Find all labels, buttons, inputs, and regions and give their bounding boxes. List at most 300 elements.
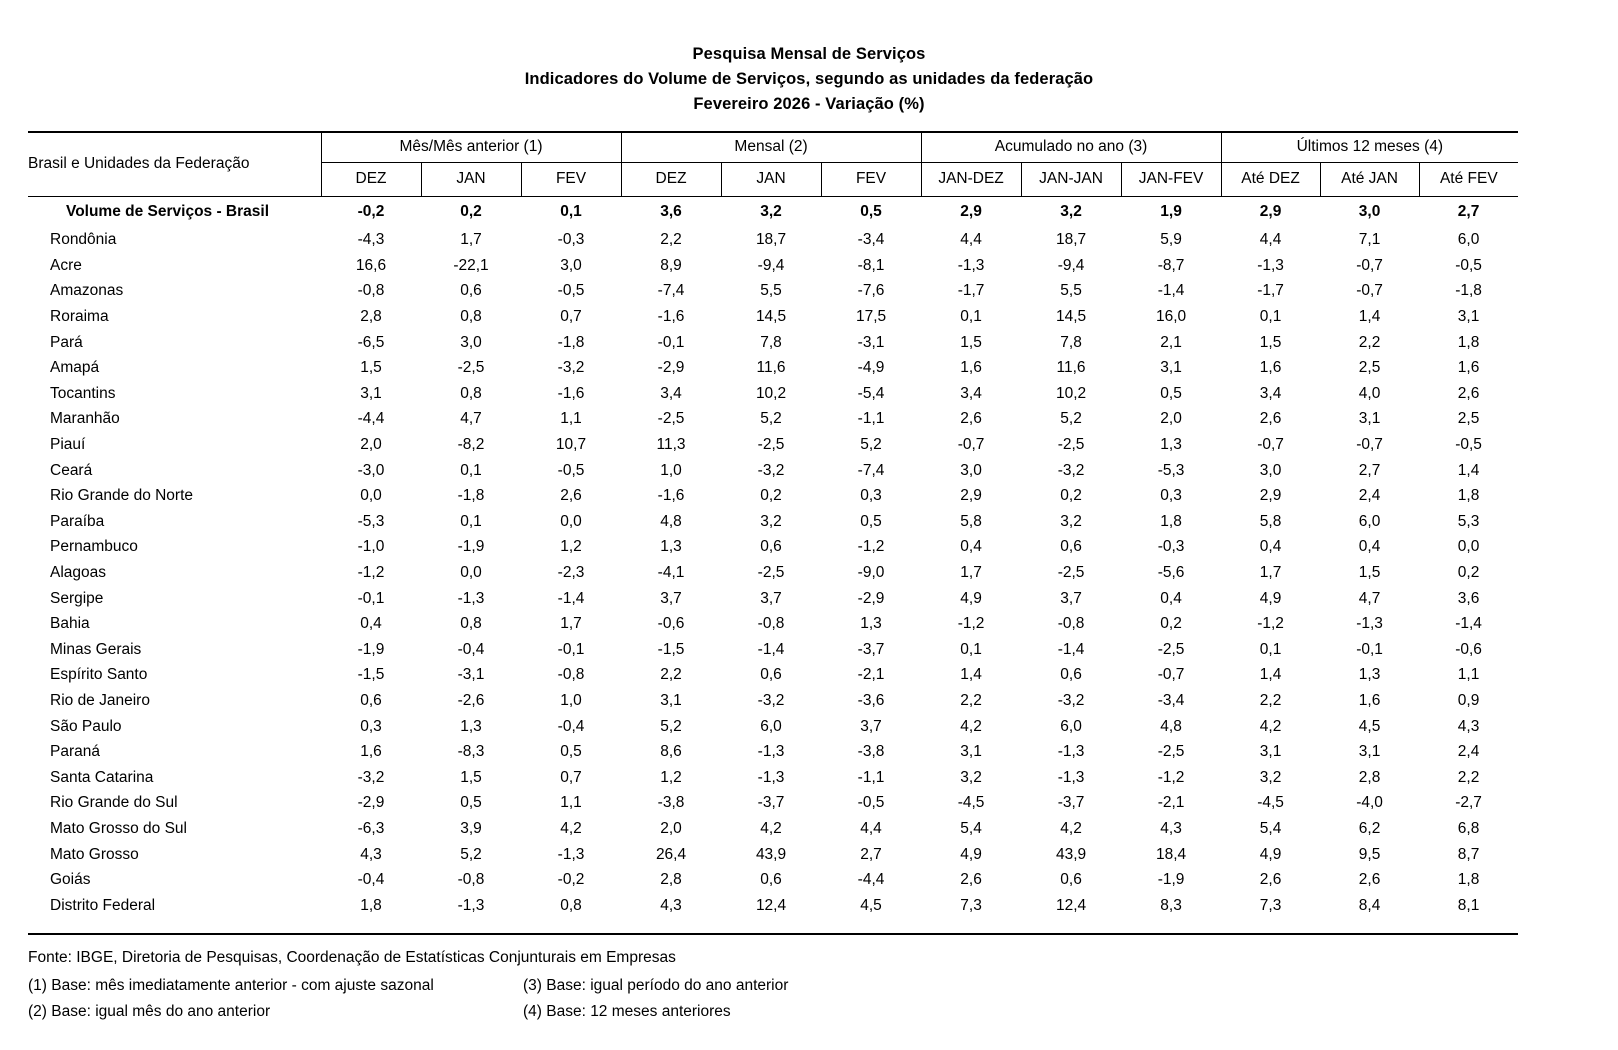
row-value: 5,2 bbox=[760, 410, 782, 428]
row-value: -1,8 bbox=[557, 333, 585, 351]
row-value: 0,1 bbox=[960, 640, 982, 658]
header-sub-mensal-jan: JAN bbox=[721, 162, 821, 196]
row-value: 0,2 bbox=[1160, 615, 1182, 633]
footnote-row-1 bbox=[28, 973, 1590, 999]
row-value: -0,7 bbox=[957, 436, 985, 454]
row-label: Maranhão bbox=[50, 410, 120, 428]
row-value: 2,7 bbox=[1358, 461, 1381, 479]
footnote-source-line bbox=[28, 945, 1590, 973]
row-value: 1,5 bbox=[960, 333, 982, 351]
table-row bbox=[28, 228, 1518, 254]
row-value: 2,7 bbox=[860, 845, 882, 863]
row-value: 1,6 bbox=[1358, 691, 1381, 709]
row-value: 18,7 bbox=[755, 231, 787, 249]
row-value: 4,2 bbox=[960, 717, 982, 735]
row-value: 12,4 bbox=[755, 896, 787, 914]
row-value: 0,4 bbox=[1259, 538, 1282, 556]
row-value: 0,2 bbox=[460, 203, 482, 220]
row-value: -1,3 bbox=[457, 589, 485, 607]
row-value: 2,9 bbox=[1259, 487, 1282, 505]
row-value: -1,5 bbox=[357, 666, 385, 684]
row-value: -3,4 bbox=[857, 231, 885, 249]
row-label: Volume de Serviços - Brasil bbox=[66, 203, 270, 220]
row-value: 1,3 bbox=[1160, 436, 1182, 454]
row-value: -1,3 bbox=[1057, 768, 1085, 786]
table-row-total bbox=[28, 196, 1518, 228]
row-value: 3,1 bbox=[1160, 359, 1182, 377]
row-value: 7,3 bbox=[960, 896, 982, 914]
table-row bbox=[28, 739, 1518, 765]
row-value: -3,4 bbox=[1157, 691, 1185, 709]
row-value: 5,5 bbox=[760, 282, 782, 300]
row-value: 3,7 bbox=[860, 717, 882, 735]
row-value: 0,8 bbox=[560, 896, 582, 914]
header-group-mensal: Mensal (2) bbox=[621, 132, 921, 162]
header-sub-acum-jan-dez: JAN-DEZ bbox=[921, 162, 1021, 196]
row-value: -0,8 bbox=[557, 666, 585, 684]
row-value: -0,1 bbox=[657, 333, 685, 351]
row-value: -1,5 bbox=[657, 640, 685, 658]
row-value: -9,4 bbox=[757, 256, 785, 274]
row-value: 16,0 bbox=[1155, 308, 1187, 326]
row-value: -5,3 bbox=[1157, 461, 1185, 479]
table-head bbox=[28, 132, 1518, 196]
title-line-1: Pesquisa Mensal de Serviços bbox=[692, 45, 926, 63]
row-value: 5,5 bbox=[1060, 282, 1082, 300]
header-stub: Brasil e Unidades da Federação bbox=[28, 132, 321, 196]
row-value: -1,7 bbox=[1257, 282, 1284, 300]
row-value: -1,6 bbox=[657, 308, 685, 326]
row-label: Sergipe bbox=[50, 589, 104, 607]
row-value: 3,7 bbox=[1060, 589, 1082, 607]
row-value: 8,6 bbox=[660, 743, 682, 761]
row-value: 0,0 bbox=[560, 512, 582, 530]
row-value: 11,6 bbox=[756, 359, 786, 377]
row-value: 0,2 bbox=[1060, 487, 1082, 505]
row-value: 6,8 bbox=[1457, 819, 1480, 837]
row-value: 0,4 bbox=[1358, 538, 1381, 556]
header-sub-acum-jan-jan: JAN-JAN bbox=[1021, 162, 1121, 196]
table-row bbox=[28, 663, 1518, 689]
header-sub-mma-fev: FEV bbox=[521, 162, 621, 196]
row-value: 2,4 bbox=[1358, 487, 1381, 505]
table-row bbox=[28, 330, 1518, 356]
table-row bbox=[28, 765, 1518, 791]
row-value: 0,6 bbox=[1060, 871, 1082, 889]
row-value: 2,4 bbox=[1457, 743, 1480, 761]
row-value: -0,3 bbox=[557, 231, 585, 249]
title-line-3: Fevereiro 2026 - Variação (%) bbox=[693, 95, 925, 113]
row-value: -2,7 bbox=[1455, 794, 1482, 812]
row-value: -1,2 bbox=[1257, 615, 1284, 633]
row-value: 0,5 bbox=[560, 743, 582, 761]
row-value: 1,1 bbox=[1457, 666, 1480, 684]
row-value: 7,1 bbox=[1358, 231, 1381, 249]
row-value: -0,6 bbox=[657, 615, 685, 633]
row-label: Rio de Janeiro bbox=[50, 691, 150, 709]
row-value: 26,4 bbox=[655, 845, 687, 863]
row-value: 3,1 bbox=[360, 384, 382, 402]
row-value: 14,5 bbox=[1055, 308, 1087, 326]
row-value: 8,3 bbox=[1160, 896, 1182, 914]
row-value: 2,6 bbox=[560, 487, 582, 505]
row-value: 6,0 bbox=[1457, 231, 1480, 249]
row-label: Santa Catarina bbox=[50, 768, 154, 786]
row-value: 2,9 bbox=[960, 487, 982, 505]
row-value: 1,1 bbox=[560, 794, 582, 812]
row-value: 4,0 bbox=[1358, 384, 1381, 402]
row-value: 1,5 bbox=[460, 768, 482, 786]
header-sub-mma-jan: JAN bbox=[421, 162, 521, 196]
row-value: 5,4 bbox=[960, 819, 982, 837]
row-value: -0,5 bbox=[557, 282, 585, 300]
row-value: 0,1 bbox=[560, 203, 582, 220]
row-value: 2,2 bbox=[660, 666, 682, 684]
row-value: -2,5 bbox=[657, 410, 685, 428]
row-value: 4,9 bbox=[960, 845, 982, 863]
table-row bbox=[28, 611, 1518, 637]
row-value: -0,8 bbox=[457, 871, 485, 889]
row-value: 3,1 bbox=[660, 691, 682, 709]
row-label: Paraná bbox=[50, 743, 100, 761]
table-row bbox=[28, 791, 1518, 817]
row-value: -1,2 bbox=[357, 564, 385, 582]
row-value: -3,6 bbox=[857, 691, 885, 709]
row-value: 4,3 bbox=[360, 845, 382, 863]
row-value: -1,1 bbox=[857, 768, 885, 786]
table-row bbox=[28, 304, 1518, 330]
row-value: -1,7 bbox=[957, 282, 985, 300]
row-value: -1,6 bbox=[557, 384, 585, 402]
table-row bbox=[28, 355, 1518, 381]
row-value: 0,9 bbox=[1457, 691, 1480, 709]
footnote-3: (3) Base: igual período do ano anterior bbox=[523, 976, 789, 994]
row-value: -3,2 bbox=[757, 691, 785, 709]
row-value: 2,2 bbox=[1457, 768, 1480, 786]
row-value: 2,1 bbox=[1160, 333, 1182, 351]
row-label: Rondônia bbox=[50, 231, 117, 249]
row-value: -0,4 bbox=[457, 640, 485, 658]
row-value: -4,5 bbox=[957, 794, 985, 812]
row-value: 2,5 bbox=[1358, 359, 1381, 377]
row-value: 3,1 bbox=[1457, 308, 1480, 326]
row-value: 1,8 bbox=[1457, 333, 1480, 351]
row-value: 4,4 bbox=[860, 819, 882, 837]
row-value: 0,3 bbox=[860, 487, 882, 505]
row-value: -1,3 bbox=[557, 845, 585, 863]
table-row bbox=[28, 253, 1518, 279]
row-value: 1,4 bbox=[1457, 461, 1480, 479]
row-value: -2,1 bbox=[857, 666, 885, 684]
row-label: Amazonas bbox=[50, 282, 124, 300]
row-value: 1,3 bbox=[1358, 666, 1381, 684]
row-value: -4,9 bbox=[857, 359, 885, 377]
row-value: 1,8 bbox=[1160, 512, 1182, 530]
row-value: -2,5 bbox=[757, 564, 785, 582]
header-sub-u12-ate-jan: Até JAN bbox=[1320, 162, 1419, 196]
row-value: -1,3 bbox=[757, 743, 785, 761]
row-value: -4,5 bbox=[1257, 794, 1284, 812]
row-value: 10,2 bbox=[1055, 384, 1087, 402]
row-value: 0,0 bbox=[1457, 538, 1480, 556]
row-value: -3,8 bbox=[857, 743, 885, 761]
row-label: Mato Grosso do Sul bbox=[50, 819, 187, 837]
table-row bbox=[28, 381, 1518, 407]
table-row bbox=[28, 893, 1518, 921]
row-value: 1,7 bbox=[960, 564, 982, 582]
row-value: 0,1 bbox=[1259, 308, 1282, 326]
row-value: 2,7 bbox=[1457, 203, 1480, 220]
row-value: 1,6 bbox=[960, 359, 982, 377]
row-value: 18,7 bbox=[1055, 231, 1087, 249]
row-value: 2,8 bbox=[1358, 768, 1381, 786]
row-value: 1,7 bbox=[560, 615, 582, 633]
row-value: 4,7 bbox=[1358, 589, 1381, 607]
row-value: 5,2 bbox=[660, 717, 682, 735]
row-value: -2,5 bbox=[1157, 743, 1185, 761]
row-value: -5,3 bbox=[357, 512, 385, 530]
row-value: 3,1 bbox=[1358, 410, 1381, 428]
row-value: 0,5 bbox=[1160, 384, 1182, 402]
row-value: -0,3 bbox=[1157, 538, 1185, 556]
row-value: 11,6 bbox=[1056, 359, 1086, 377]
row-value: -7,6 bbox=[857, 282, 885, 300]
row-label: Distrito Federal bbox=[50, 896, 156, 914]
row-value: -1,0 bbox=[357, 538, 385, 556]
row-value: 0,7 bbox=[560, 768, 582, 786]
row-value: 1,4 bbox=[1358, 308, 1381, 326]
row-value: 1,5 bbox=[1358, 564, 1381, 582]
table-row bbox=[28, 407, 1518, 433]
row-value: 2,2 bbox=[1259, 691, 1282, 709]
row-value: 1,7 bbox=[460, 231, 482, 249]
row-value: 0,8 bbox=[460, 384, 482, 402]
row-value: 3,4 bbox=[660, 384, 682, 402]
row-value: -1,2 bbox=[957, 615, 985, 633]
table-row bbox=[28, 483, 1518, 509]
row-value: 4,2 bbox=[1259, 717, 1282, 735]
header-sub-mma-dez: DEZ bbox=[321, 162, 421, 196]
table-row bbox=[28, 637, 1518, 663]
header-group-row bbox=[28, 132, 1518, 162]
row-value: -1,3 bbox=[1057, 743, 1085, 761]
row-value: 3,2 bbox=[760, 203, 782, 220]
row-value: -2,9 bbox=[657, 359, 685, 377]
row-value: -1,4 bbox=[557, 589, 585, 607]
row-value: 4,5 bbox=[860, 896, 882, 914]
row-value: 4,4 bbox=[1259, 231, 1282, 249]
row-value: 2,8 bbox=[360, 308, 382, 326]
row-value: -3,7 bbox=[857, 640, 885, 658]
row-value: -0,8 bbox=[1057, 615, 1085, 633]
row-value: -0,5 bbox=[1455, 256, 1482, 274]
table-row bbox=[28, 688, 1518, 714]
row-value: 4,8 bbox=[1160, 717, 1182, 735]
row-value: -1,9 bbox=[457, 538, 485, 556]
row-value: -1,2 bbox=[857, 538, 885, 556]
row-value: 1,7 bbox=[1259, 564, 1282, 582]
row-value: 8,7 bbox=[1457, 845, 1480, 863]
row-value: -9,0 bbox=[857, 564, 885, 582]
row-value: -3,1 bbox=[457, 666, 485, 684]
row-value: -1,1 bbox=[857, 410, 885, 428]
row-value: -2,5 bbox=[457, 359, 485, 377]
title-line-2: Indicadores do Volume de Serviços, segundo as unidades da federação bbox=[524, 70, 1094, 88]
row-value: 4,5 bbox=[1358, 717, 1381, 735]
row-value: 1,2 bbox=[560, 538, 582, 556]
row-value: 0,1 bbox=[1259, 640, 1282, 658]
row-value: -1,4 bbox=[1455, 615, 1482, 633]
row-value: 43,9 bbox=[1055, 845, 1087, 863]
row-value: 10,2 bbox=[755, 384, 787, 402]
row-value: 16,6 bbox=[355, 256, 387, 274]
row-value: -2,1 bbox=[1157, 794, 1185, 812]
row-value: -5,4 bbox=[857, 384, 885, 402]
row-value: -0,8 bbox=[757, 615, 785, 633]
row-value: -0,5 bbox=[1455, 436, 1482, 454]
row-value: 1,6 bbox=[1259, 359, 1282, 377]
row-value: -0,7 bbox=[1356, 282, 1383, 300]
row-label: Pernambuco bbox=[50, 538, 138, 556]
header-sub-mensal-dez: DEZ bbox=[621, 162, 721, 196]
row-value: 2,6 bbox=[960, 871, 982, 889]
row-value: 0,6 bbox=[760, 871, 782, 889]
row-value: 4,8 bbox=[660, 512, 682, 530]
table-row bbox=[28, 714, 1518, 740]
row-value: -7,4 bbox=[657, 282, 685, 300]
table-row bbox=[28, 535, 1518, 561]
row-value: -3,2 bbox=[757, 461, 785, 479]
row-value: -3,7 bbox=[757, 794, 785, 812]
row-value: 0,8 bbox=[460, 615, 482, 633]
row-value: -4,4 bbox=[857, 871, 885, 889]
row-value: 4,3 bbox=[1160, 819, 1182, 837]
table-row bbox=[28, 432, 1518, 458]
row-value: -0,2 bbox=[557, 871, 585, 889]
header-sub-mensal-fev: FEV bbox=[821, 162, 921, 196]
table-container bbox=[28, 117, 1590, 921]
row-value: -2,5 bbox=[757, 436, 785, 454]
row-label: São Paulo bbox=[50, 717, 122, 735]
row-value: 1,4 bbox=[960, 666, 982, 684]
table-row bbox=[28, 842, 1518, 868]
row-value: 2,6 bbox=[960, 410, 982, 428]
row-value: 2,9 bbox=[1259, 203, 1282, 220]
row-value: -2,9 bbox=[857, 589, 885, 607]
header-group-mes-mes-anterior: Mês/Mês anterior (1) bbox=[321, 132, 621, 162]
row-value: -1,6 bbox=[657, 487, 685, 505]
row-value: -3,7 bbox=[1057, 794, 1085, 812]
row-value: 6,0 bbox=[760, 717, 782, 735]
row-value: 5,8 bbox=[1259, 512, 1282, 530]
row-value: -3,8 bbox=[657, 794, 685, 812]
table-row bbox=[28, 816, 1518, 842]
row-value: 3,2 bbox=[1060, 203, 1082, 220]
footnote-1: (1) Base: mês imediatamente anterior - com ajuste sazonal bbox=[28, 976, 434, 994]
row-value: 2,6 bbox=[1358, 871, 1381, 889]
row-value: -1,8 bbox=[1455, 282, 1482, 300]
row-value: 1,3 bbox=[860, 615, 882, 633]
table-body bbox=[28, 196, 1518, 921]
row-value: 14,5 bbox=[755, 308, 787, 326]
row-value: -8,3 bbox=[457, 743, 485, 761]
row-value: 0,6 bbox=[1060, 538, 1082, 556]
row-value: 7,8 bbox=[760, 333, 782, 351]
row-value: -6,5 bbox=[357, 333, 385, 351]
row-label: Goiás bbox=[50, 871, 91, 889]
footnote-4: (4) Base: 12 meses anteriores bbox=[523, 1002, 731, 1020]
row-value: 0,6 bbox=[1060, 666, 1082, 684]
row-value: 12,4 bbox=[1055, 896, 1087, 914]
row-value: 0,4 bbox=[360, 615, 382, 633]
row-label: Minas Gerais bbox=[50, 640, 142, 658]
row-value: -1,8 bbox=[457, 487, 485, 505]
row-label: Acre bbox=[50, 256, 82, 274]
row-value: -0,7 bbox=[1356, 436, 1383, 454]
row-value: 2,0 bbox=[1160, 410, 1182, 428]
row-value: 1,6 bbox=[360, 743, 382, 761]
row-value: 4,9 bbox=[960, 589, 982, 607]
row-label: Rio Grande do Sul bbox=[50, 794, 178, 812]
row-value: -3,2 bbox=[1057, 461, 1085, 479]
row-value: 43,9 bbox=[755, 845, 787, 863]
row-value: -2,5 bbox=[1057, 564, 1085, 582]
row-label: Bahia bbox=[50, 615, 90, 633]
row-label: Mato Grosso bbox=[50, 845, 139, 863]
row-value: -0,6 bbox=[1455, 640, 1482, 658]
row-value: -0,1 bbox=[1356, 640, 1383, 658]
row-value: -3,2 bbox=[1057, 691, 1085, 709]
row-value: 3,1 bbox=[1259, 743, 1282, 761]
row-value: -8,1 bbox=[857, 256, 885, 274]
row-value: -1,3 bbox=[1356, 615, 1383, 633]
row-value: -3,1 bbox=[857, 333, 885, 351]
row-value: 3,0 bbox=[560, 256, 582, 274]
row-value: 4,4 bbox=[960, 231, 982, 249]
header-sub-acum-jan-fev: JAN-FEV bbox=[1121, 162, 1221, 196]
header-group-ultimos-12-meses: Últimos 12 meses (4) bbox=[1221, 132, 1518, 162]
row-value: -6,3 bbox=[357, 819, 385, 837]
row-value: -8,7 bbox=[1157, 256, 1185, 274]
row-value: -0,1 bbox=[357, 589, 385, 607]
row-value: 0,7 bbox=[560, 308, 582, 326]
row-value: 3,4 bbox=[960, 384, 982, 402]
row-value: 9,5 bbox=[1358, 845, 1381, 863]
row-value: -2,3 bbox=[557, 564, 585, 582]
row-value: 3,1 bbox=[960, 743, 982, 761]
row-value: 4,2 bbox=[760, 819, 782, 837]
row-value: 1,0 bbox=[660, 461, 682, 479]
row-label: Roraima bbox=[50, 308, 109, 326]
row-value: 1,8 bbox=[1457, 871, 1480, 889]
row-value: 3,0 bbox=[1358, 203, 1381, 220]
row-value: 0,5 bbox=[860, 512, 882, 530]
row-value: 17,5 bbox=[855, 308, 887, 326]
row-value: 3,6 bbox=[1457, 589, 1480, 607]
row-value: -0,4 bbox=[557, 717, 585, 735]
row-value: 1,3 bbox=[660, 538, 682, 556]
row-label: Tocantins bbox=[50, 384, 116, 402]
row-label: Espírito Santo bbox=[50, 666, 148, 684]
row-value: 2,8 bbox=[660, 871, 682, 889]
row-value: 0,1 bbox=[960, 308, 982, 326]
row-value: 3,2 bbox=[1060, 512, 1082, 530]
row-value: -5,6 bbox=[1157, 564, 1185, 582]
row-value: 4,3 bbox=[1457, 717, 1480, 735]
footnote-row-2 bbox=[28, 999, 1590, 1025]
row-value: 2,2 bbox=[960, 691, 982, 709]
row-value: 0,6 bbox=[760, 538, 782, 556]
